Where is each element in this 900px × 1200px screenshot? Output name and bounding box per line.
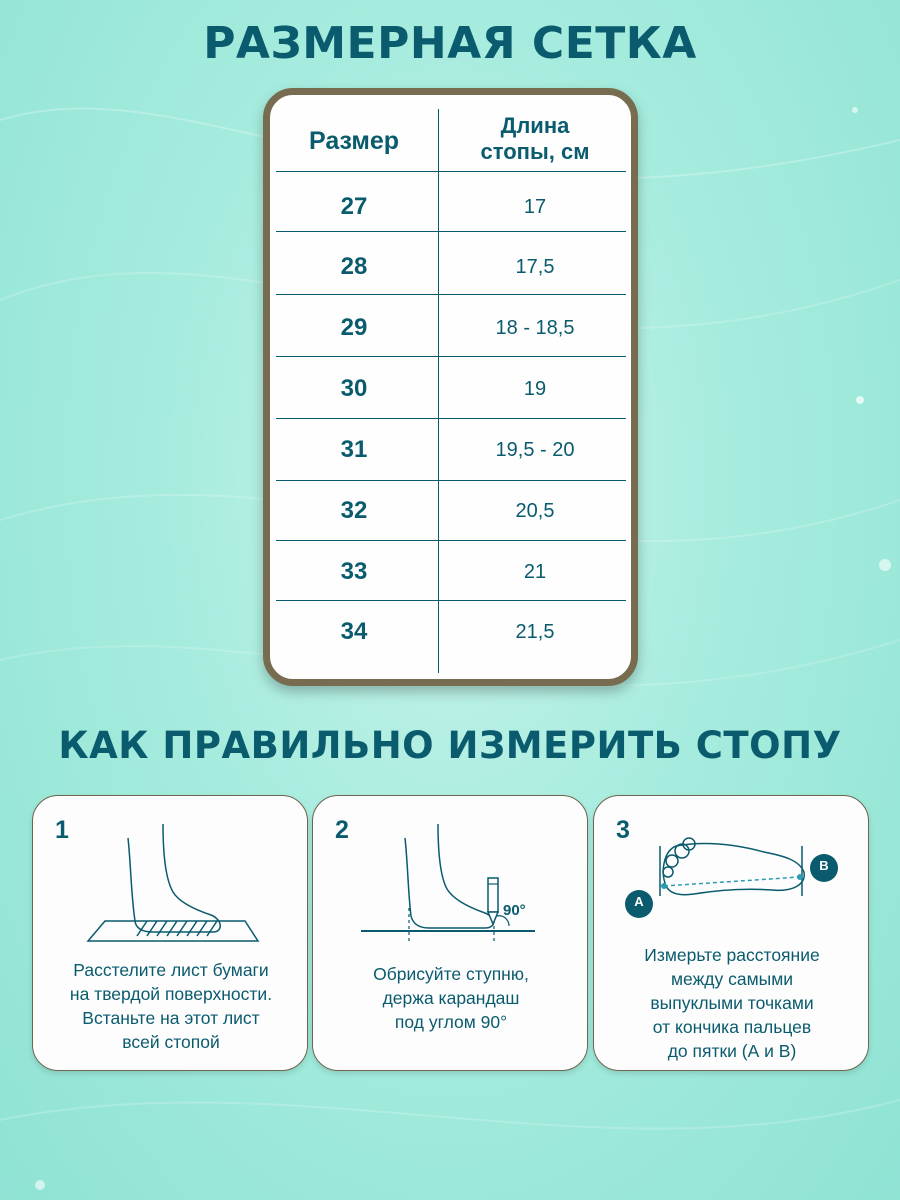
step-text-line: на твердой поверхности. <box>69 984 273 1004</box>
size-table <box>263 88 638 686</box>
size-cell: 34 <box>340 618 368 645</box>
step-text-line: до пятки (А и В) <box>667 1041 797 1061</box>
angle-label: 90° <box>503 902 526 919</box>
step-text-line: Расстелите лист бумаги <box>73 960 269 980</box>
table-row <box>270 298 631 358</box>
length-cell: 20,5 <box>515 500 555 522</box>
step-text-line: от кончика пальцев <box>652 1017 812 1037</box>
step-number: 2 <box>335 816 349 844</box>
step-description <box>323 962 579 1034</box>
size-cell: 28 <box>340 253 368 280</box>
table-row <box>270 237 631 297</box>
length-cell: 17 <box>523 196 547 218</box>
table-row <box>270 542 631 602</box>
header-divider <box>276 171 626 172</box>
row-divider <box>276 418 626 419</box>
pencil-tracing-icon <box>313 796 589 956</box>
pencil-icon <box>488 878 498 924</box>
row-divider <box>276 294 626 295</box>
point-b-label: B <box>819 858 829 873</box>
size-cell: 27 <box>340 193 368 220</box>
row-divider <box>276 600 626 601</box>
step-text-line: Встаньте на этот лист <box>82 1008 260 1028</box>
step-number: 3 <box>616 816 630 844</box>
row-divider <box>276 356 626 357</box>
step-card-3 <box>593 795 869 1071</box>
step-text-line: Обрисуйте ступню, <box>373 964 529 984</box>
length-cell: 19 <box>523 378 547 400</box>
header-length-line2: стопы, см <box>480 139 590 164</box>
size-cell: 30 <box>340 375 368 402</box>
step-text-line: между самыми <box>671 969 793 989</box>
length-cell: 18 - 18,5 <box>495 317 575 339</box>
table-row <box>270 359 631 419</box>
size-cell: 33 <box>340 558 368 585</box>
size-chart-title: РАЗМЕРНАЯ СЕТКА <box>203 18 697 69</box>
table-row <box>270 420 631 480</box>
length-cell: 17,5 <box>515 256 555 278</box>
size-cell: 29 <box>340 314 368 341</box>
size-cell: 32 <box>340 497 368 524</box>
step-description <box>43 958 299 1054</box>
point-a-label: A <box>634 894 644 909</box>
length-cell: 19,5 - 20 <box>495 439 575 461</box>
header-size: Размер <box>308 127 400 155</box>
step-text-line: Измерьте расстояние <box>644 945 820 965</box>
length-cell: 21 <box>523 561 547 583</box>
header-foot-length <box>439 113 631 165</box>
row-divider <box>276 540 626 541</box>
header-length-line1: Длина <box>500 113 570 138</box>
size-cell: 31 <box>340 436 368 463</box>
step-text-line: всей стопой <box>122 1032 220 1052</box>
step-number: 1 <box>55 816 69 844</box>
table-row <box>270 177 631 237</box>
step-card-2 <box>312 795 588 1071</box>
step-text-line: под углом 90° <box>394 1012 508 1032</box>
length-cell: 21,5 <box>515 621 555 643</box>
row-divider <box>276 231 626 232</box>
how-to-measure-title: КАК ПРАВИЛЬНО ИЗМЕРИТЬ СТОПУ <box>58 724 842 767</box>
table-row <box>270 602 631 662</box>
step-text-line: выпуклыми точками <box>650 993 814 1013</box>
foot-on-paper-icon <box>33 796 309 956</box>
step-text-line: держа карандаш <box>382 988 520 1008</box>
step-description <box>604 943 860 1063</box>
step-card-1 <box>32 795 308 1071</box>
table-row <box>270 481 631 541</box>
